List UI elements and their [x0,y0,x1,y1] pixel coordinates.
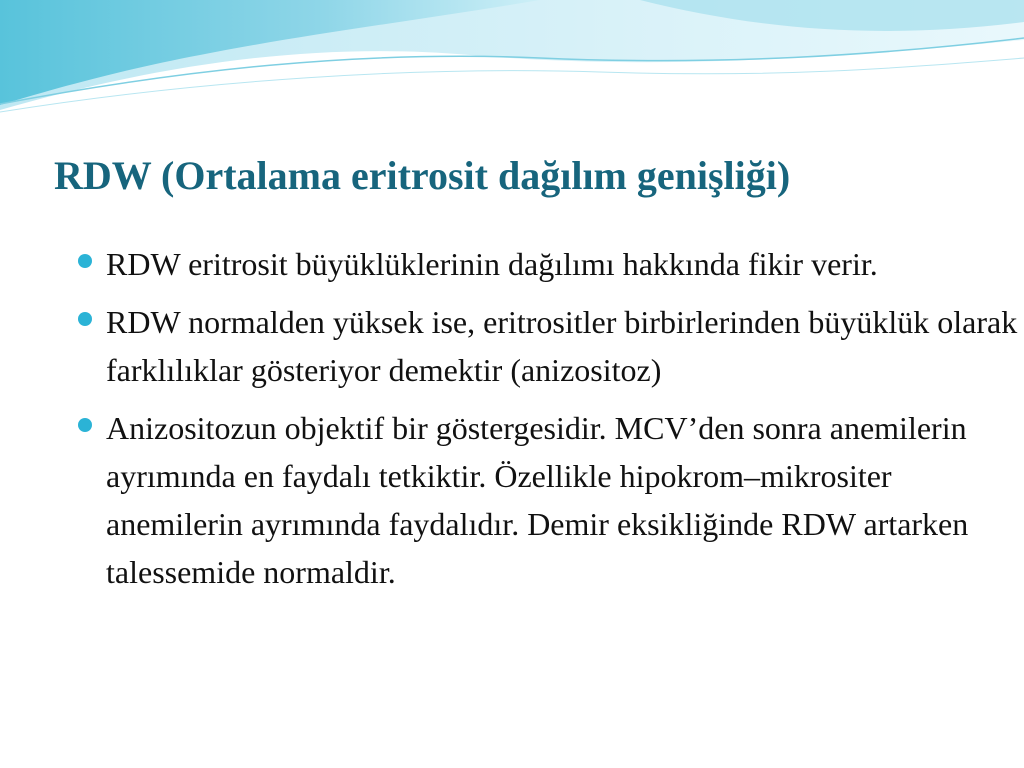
bullet-list [78,240,1018,606]
bullet-text: Anizositozun objektif bir göstergesidir. MCV’den sonra anemilerin ayrımında en faydalı tetkiktir. Özellikle hipokrom–mikrositer anemilerin ayrımında faydalıdır. Demir eksikliğinde RDW artarken talessemide normaldir. [106,410,969,590]
bullet-text: RDW eritrosit büyüklüklerinin dağılımı hakkında fikir verir. [106,246,878,282]
bullet-text: RDW normalden yüksek ise, eritrositler birbirlerinden büyüklük olarak farklılıklar gösteriyor demektir (anizositoz) [106,304,1018,388]
bullet-item [78,404,1018,596]
bullet-dot-icon [78,418,92,432]
bullet-item [78,240,1018,288]
bullet-item [78,298,1018,394]
slide-title: RDW (Ortalama eritrosit dağılım genişliği) [54,153,791,198]
bullet-dot-icon [78,312,92,326]
bullet-dot-icon [78,254,92,268]
header-wave-decoration [0,0,1024,120]
